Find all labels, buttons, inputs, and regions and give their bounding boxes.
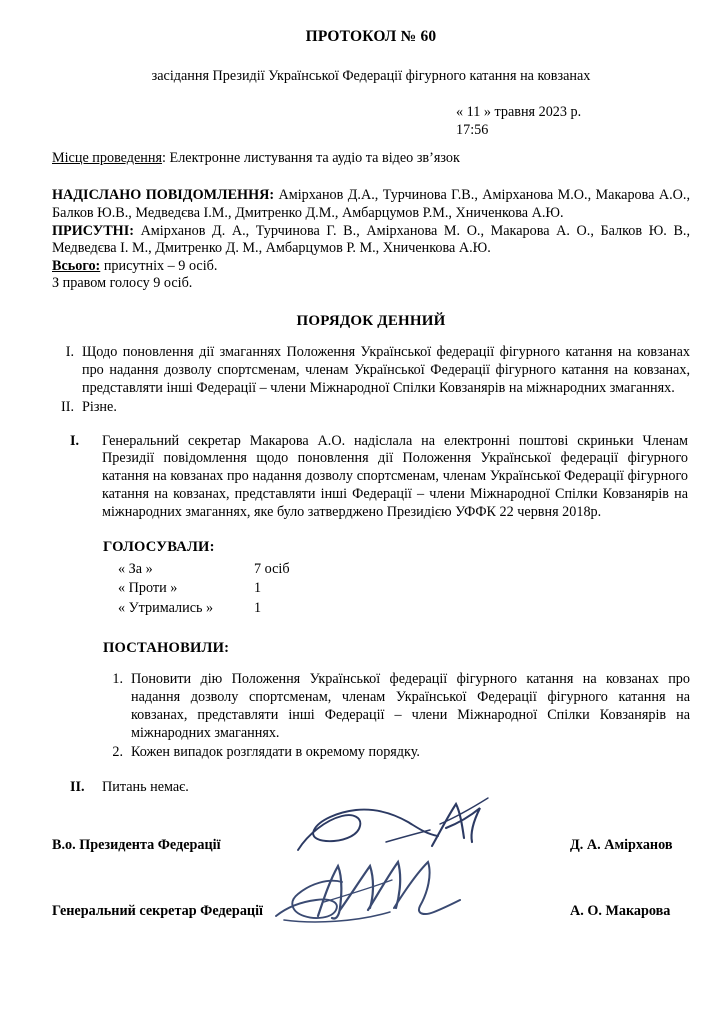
voting-rights-line: З правом голосу 9 осіб. bbox=[52, 275, 193, 292]
signature-role: В.о. Президента Федерації bbox=[52, 836, 221, 853]
notified-label: НАДІСЛАНО ПОВІДОМЛЕННЯ: bbox=[52, 187, 275, 204]
notified-value: Амірханов Д.А., Турчинова Г.В., Амірханова М.О., Макарова А.О., Балков Ю.В., Медведєва І.М., Дмитренко Д.М., Амбарцумов Р.М., Хниченкова А.Ю. bbox=[52, 187, 690, 221]
notified-line bbox=[52, 187, 690, 222]
tail-item-text: Питань немає. bbox=[102, 778, 189, 795]
main-item-text: Генеральний секретар Макарова А.О. надіслала на електронні поштові скриньки Членам Президії повідомлення щодо поновлення дії Положення Української федерації фігурного катання на ковзанах про надання дозволу спортсменам, членам Української Федерації фігурного катання на ковзанах, представляти інші Федерації – члени Міжнародної Спілки Ковзанярів на міжнародних змаганнях, яке було затверджено Президією УФФК 22 червня 2018р. bbox=[102, 432, 688, 521]
signature-block bbox=[52, 836, 690, 921]
voting-table bbox=[103, 560, 290, 618]
vote-value: 1 bbox=[254, 599, 262, 616]
agenda-item bbox=[52, 399, 690, 417]
tail-item bbox=[52, 779, 690, 796]
agenda-item-marker: II. bbox=[61, 398, 74, 415]
vote-label: « Проти » bbox=[118, 580, 178, 597]
main-item-marker: I. bbox=[70, 432, 80, 449]
vote-label: « За » bbox=[118, 561, 153, 578]
meeting-place-separator: : bbox=[162, 150, 170, 167]
decided-item-text: Поновити дію Положення Української федерації фігурного катання на ковзанах про надання дозволу спортсменам, членам Української Федерації фігурного катання на ковзанах, представляти інші Федерації – члени Міжнародної Спілки Ковзанярів на міжнародних змаганнях. bbox=[131, 671, 690, 742]
table-row bbox=[103, 579, 290, 598]
meeting-place-label: Місце проведення bbox=[52, 150, 163, 167]
decided-item-text: Кожен випадок розглядати в окремому порядку. bbox=[131, 743, 420, 760]
decided-item bbox=[103, 744, 690, 762]
document-date-block bbox=[52, 103, 690, 139]
signature-row-president bbox=[52, 836, 690, 854]
agenda-item-text: Різне. bbox=[82, 398, 117, 415]
signature-name: Д. А. Амірханов bbox=[570, 836, 673, 853]
total-present-line bbox=[52, 258, 690, 276]
voting-block bbox=[52, 539, 690, 618]
meeting-place-value: Електронне листування та аудіо та відео зв’язок bbox=[169, 150, 460, 167]
present-value: Амірханов Д. А., Турчинова Г. В., Амірханова М. О., Макарова А. О., Балков Ю. В., Медведєва І. М., Дмитренко Д. М., Амбарцумов Р. М., Хниченкова А.Ю. bbox=[52, 222, 690, 257]
agenda-item bbox=[52, 344, 690, 398]
vote-value: 7 осіб bbox=[254, 561, 290, 578]
voting-heading: ГОЛОСУВАЛИ: bbox=[103, 539, 215, 556]
table-row bbox=[103, 560, 290, 579]
vote-value: 1 bbox=[254, 580, 262, 597]
table-row bbox=[103, 599, 290, 618]
document-subtitle: засідання Президії Української Федерації фігурного катання на ковзанах bbox=[151, 68, 591, 84]
agenda-list bbox=[52, 344, 690, 417]
decided-heading: ПОСТАНОВИЛИ: bbox=[103, 640, 230, 657]
total-label: Всього: bbox=[52, 257, 101, 274]
agenda-item-text: Щодо поновлення дії змаганнях Положення Української федерації фігурного катання на ковзанах про надання дозволу спортсменам, членам Української Федерації фігурного катання на ковзанах, представляти інші Федерації – члени Міжнародної Спілки Ковзанярів на міжнародних змаганнях. bbox=[82, 344, 690, 396]
decided-item-marker: 2. bbox=[112, 743, 123, 760]
vote-label: « Утримались » bbox=[118, 599, 214, 616]
decided-item bbox=[103, 671, 690, 743]
document-time: 17:56 bbox=[456, 122, 489, 139]
decided-list bbox=[52, 671, 690, 761]
document-body bbox=[52, 0, 690, 921]
present-line bbox=[52, 223, 690, 258]
total-value: присутніх – 9 осіб. bbox=[100, 257, 218, 274]
document-date: « 11 » травня 2023 р. bbox=[456, 104, 582, 120]
attendees-block bbox=[52, 187, 690, 293]
meeting-place-line bbox=[52, 150, 690, 167]
tail-item-marker: II. bbox=[70, 778, 85, 795]
page-title: ПРОТОКОЛ № 60 bbox=[305, 28, 437, 45]
decided-item-marker: 1. bbox=[112, 671, 123, 688]
present-label: ПРИСУТНІ: bbox=[52, 222, 134, 239]
main-item bbox=[52, 433, 690, 522]
agenda-item-marker: I. bbox=[65, 344, 74, 360]
signature-role: Генеральний секретар Федерації bbox=[52, 903, 263, 920]
agenda-heading: ПОРЯДОК ДЕННИЙ bbox=[296, 313, 446, 329]
signature-row-secretary bbox=[52, 902, 690, 920]
signature-name: А. О. Макарова bbox=[570, 903, 671, 920]
